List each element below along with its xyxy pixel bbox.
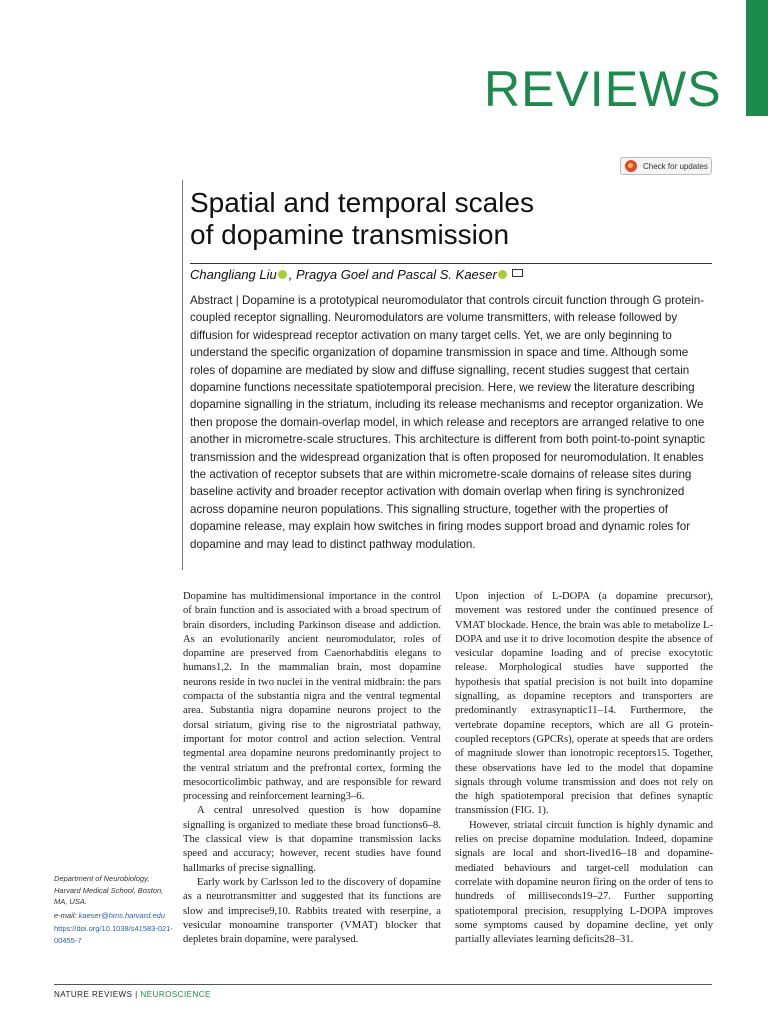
body-column-left	[183, 590, 441, 947]
paragraph: Upon injection of L-DOPA (a dopamine precursor), movement was restored under the continued presence of VMAT blockade. Hence, the brain was able to metabolize L-DOPA and use it to drive locomotion despite the absence of vesicular dopamine loading and of precise exocytotic release. Morphological studies have supported the hypothesis that spatial precision is not built into dopamine signalling, as dopamine receptors and transporters are predominantly extrasynaptic11–14. Furthermore, the vertebrate dopamine receptors, which are all G protein-coupled receptors (GPCRs), operate at speeds that are orders of magnitude slower than ionotropic receptors15. Together, these observations have led to the model that dopamine signals through volume transmission and does not rely on the high spatiotemporal precision that defines synaptic transmission (FIG. 1).	[455, 591, 713, 817]
check-for-updates-button[interactable]	[620, 157, 712, 175]
orcid-icon[interactable]	[498, 270, 507, 279]
email-link[interactable]: kaeser@hms.harvard.edu	[78, 910, 165, 920]
title-vertical-rule	[182, 180, 183, 570]
page-footer	[54, 990, 211, 999]
paragraph: However, striatal circuit function is highly dynamic and relies on precise dopamine modulation. Indeed, dopamine signals are local and short-lived16–18 and dopamine-mediated behaviours and target-cell modulation can correlate with dopamine neuron firing on the order of tens to hundreds of milliseconds19–27. Further supporting spatiotemporal precision, resupplying L-DOPA improves some symptoms caused by dopamine decline, yet only partially alleviates learning deficits28–31.	[455, 819, 713, 946]
article-title-line-1: Spatial and temporal scales	[190, 187, 534, 218]
author-name-1: Changliang Liu	[190, 267, 277, 282]
paragraph: Dopamine has multidimensional importance in the control of brain function and is associated with a broad spectrum of brain disorders, including Parkinson disease and addiction. As an evolutionarily ancient neuromodulator, roles of dopamine are preserved from Caenorhabditis elegans to humans1,2. In the mammalian brain, most dopamine neurons reside in two nuclei in the ventral midbrain: the pars compacta of the substantia nigra and the ventral tegmental area. Substantia nigra dopamine neurons project to the dorsal striatum, giving rise to the nigrostriatal pathway, important for motor control and action selection. Ventral tegmental area dopamine neurons predominantly project to the ventral striatum and the prefrontal cortex, forming the mesocorticolimbic pathway, and are responsible for reward processing and reinforcement learning3–6.	[183, 591, 441, 803]
body-column-right	[455, 590, 713, 947]
title-divider	[190, 263, 712, 264]
doi-link[interactable]: https://doi.org/10.1038/s41583-021-00455-7	[54, 924, 173, 945]
section-heading: REVIEWS	[484, 61, 722, 117]
abstract-label: Abstract |	[190, 294, 242, 307]
abstract-text: Dopamine is a prototypical neuromodulator that controls circuit function through G protein-coupled receptor signalling. Neuromodulators are volume transmitters, with release followed by diffusion for widespread receptor activation on many target cells. Yet, we are only beginning to understand the specific organization of dopamine transmission in space and time. Although some roles of dopamine are mediated by slow and diffuse signalling, recent studies suggest that certain dopamine functions necessitate spatiotemporal precision. Here, we review the literature describing dopamine signalling in the striatum, including its release mechanisms and receptor organization. We then propose the domain-overlap model, in which release and receptors are arranged relative to one another in micrometre-scale structures. This architecture is different from both point-to-point synaptic transmission and the widespread organization that is often proposed for neuromodulation. It enables the activation of receptor subsets that are within micrometre-scale domains of release sites during baseline activity and broader receptor activation with domain overlap when firing is synchronized across dopamine neuron populations. This signalling structure, together with the properties of dopamine release, may explain how switches in firing modes support broad and dynamic roles for dopamine and may lead to distinct pathway modulation.	[190, 294, 706, 551]
publisher-name: NATURE REVIEWS |	[54, 990, 141, 999]
orcid-icon[interactable]	[278, 270, 287, 279]
section-color-tab	[746, 0, 768, 116]
author-names-rest: , Pragya Goel and Pascal S. Kaeser	[288, 267, 497, 282]
abstract	[190, 292, 714, 553]
affiliation: Department of Neurobiology, Harvard Medical School, Boston, MA, USA.	[54, 874, 164, 906]
author-list	[190, 267, 523, 282]
affiliation-sidebar	[54, 873, 174, 946]
check-for-updates-label: Check for updates	[643, 161, 708, 171]
article-title-line-2: of dopamine transmission	[190, 219, 510, 250]
crossmark-icon	[625, 160, 637, 172]
paragraph: A central unresolved question is how dopamine signalling is organized to mediate these broad functions6–8. The classical view is that dopamine transmission lacks speed and accuracy; however, recent studies have found hallmarks of precise signalling.	[183, 805, 441, 874]
email-label: e-mail:	[54, 910, 79, 920]
article-body	[183, 590, 713, 947]
paragraph: Early work by Carlsson led to the discovery of dopamine as a neurotransmitter and suggested that its functions are slow and imprecise9,10. Rabbits treated with reserpine, a vesicular monoamine transporter (VMAT) blocker that depletes brain dopamine, were paralysed.	[183, 876, 441, 946]
journal-name: NEUROSCIENCE	[140, 990, 211, 999]
envelope-icon[interactable]	[512, 269, 523, 277]
correspondence	[54, 910, 174, 922]
article-title	[190, 187, 710, 251]
footer-rule	[54, 984, 712, 985]
